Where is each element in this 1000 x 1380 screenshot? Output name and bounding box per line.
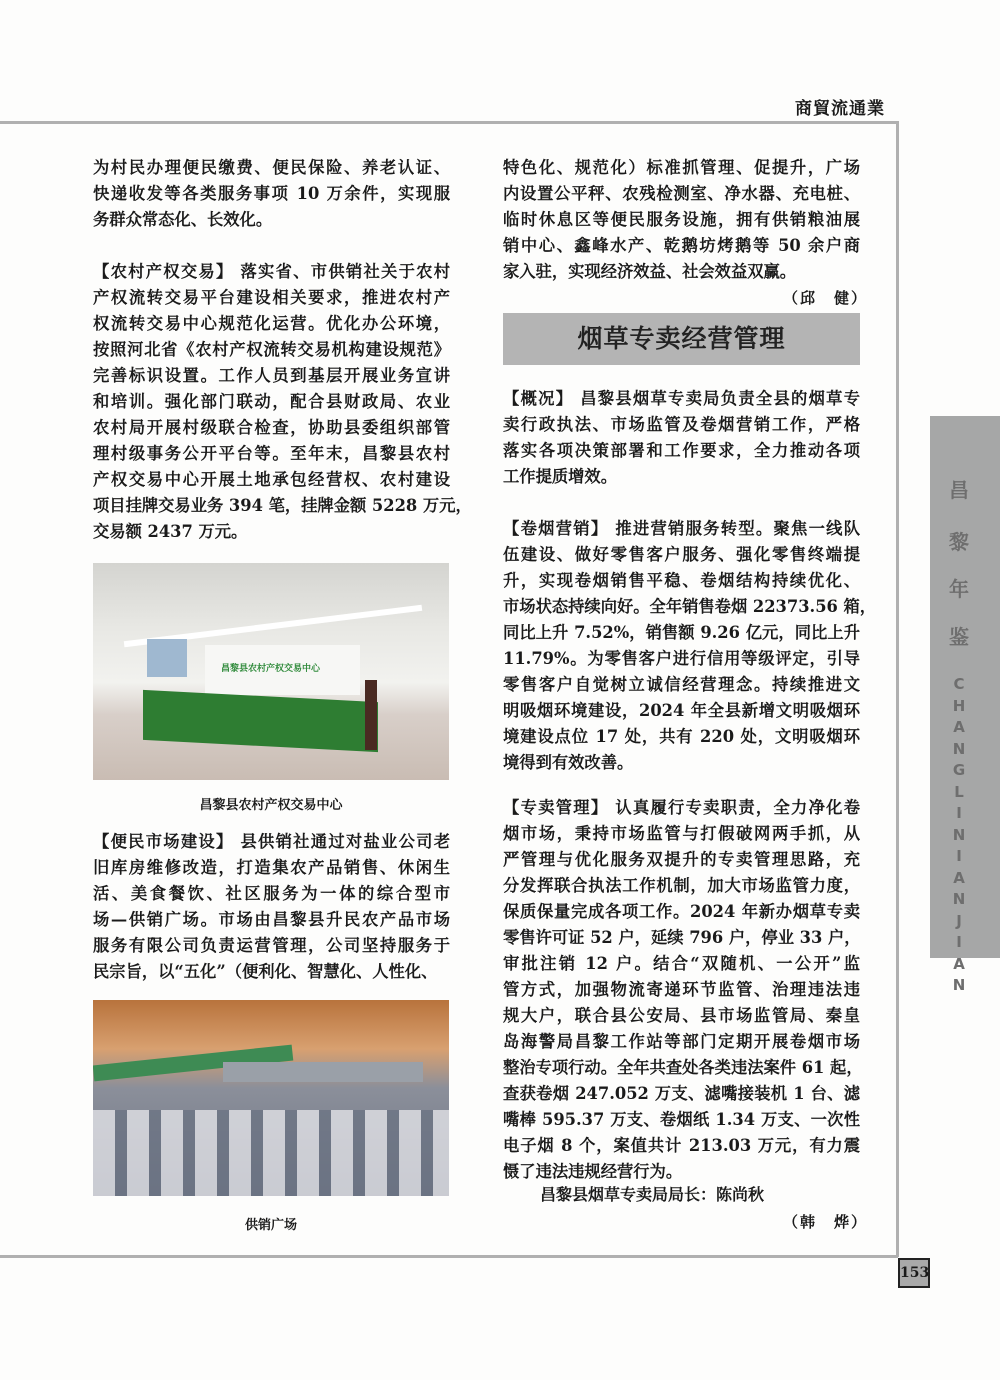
text-line: 销中心、鑫峰水产、乾鹅坊烤鹅等 50 余户商 (503, 236, 860, 255)
side-tab (930, 416, 1000, 994)
side-tab-letter: L (954, 782, 964, 801)
text-line: 为村民办理便民缴费、便民保险、养老认证、 (93, 158, 450, 177)
text-line: 分发挥联合执法工作机制，加大市场监管力度， (503, 876, 860, 895)
side-tab-letter: A (953, 718, 965, 736)
text-line: 理村级事务公开平台等。至年末，昌黎县农村 (93, 444, 450, 463)
side-tab-char: 年 (949, 577, 969, 601)
text-line: 快递收发等各类服务事项 10 万余件，实现服 (93, 184, 450, 203)
text-line: 【专卖管理】 认真履行专卖职责，全力净化卷 (503, 798, 860, 817)
side-tab-letter: C (953, 675, 965, 693)
text-line: 岛海警局昌黎工作站等部门定期开展卷烟市场 (503, 1032, 860, 1051)
left-para-convenience-market (93, 829, 450, 985)
side-tab-letter: A (953, 954, 965, 973)
photo-sign-text: 昌黎县农村产权交易中心 (221, 664, 321, 674)
running-header: 商貿流通業 (795, 99, 885, 119)
side-tab-letter: I (956, 847, 962, 865)
text-line: 落实各项决策部署和工作要求，全力推动各项 (503, 441, 860, 460)
text-line: 和培训。强化部门联动，配合县财政局、农业 (93, 392, 450, 411)
text-line: 严管理与优化服务双提升的专卖管理思路，充 (503, 850, 860, 869)
text-line: 境得到有效改善。 (503, 753, 634, 772)
right-para-1 (503, 155, 860, 285)
text-line: 项目挂牌交易业务 394 笔，挂牌金额 5228 万元， (93, 496, 472, 515)
text-line: 活、美食餐饮、社区服务为一体的综合型市 (93, 884, 450, 903)
side-tab-letter: A (953, 868, 965, 887)
right-para-overview (503, 386, 860, 490)
text-line: 零售客户自觉树立诚信经营理念。持续推进文 (503, 675, 860, 694)
text-line: 产权流转交易平台建设相关要求，推进农村产 (93, 288, 450, 307)
text-line: 权流转交易中心规范化运营。优化办公环境， (93, 314, 450, 333)
text-line: 民宗旨，以“五化”（便利化、智慧化、人性化、 (93, 962, 438, 981)
text-line: 特色化、规范化）标准抓管理、促提升，广场 (503, 158, 860, 177)
text-line: 保质保量完成各项工作。2024 年新办烟草专卖 (503, 902, 860, 921)
left-para-1 (93, 155, 450, 233)
text-line: 整治专项行动。全年共查处各类违法案件 61 起， (503, 1058, 863, 1077)
photo-caption: 昌黎县农村产权交易中心 (199, 798, 343, 813)
frame-top-rule (0, 121, 898, 124)
photo-caption: 供销广场 (244, 1218, 297, 1233)
text-line: 烟市场，秉持市场监管与打假破网两手抓，从 (503, 824, 860, 843)
text-line: 农村局开展村级联合检查，协助县委组织部管 (93, 418, 450, 437)
text-line: 管方式，加强物流寄递环节监管、治理违法违 (503, 980, 860, 999)
author-credit: （韩 烨） (783, 1213, 869, 1231)
text-line: 务群众常态化、长效化。 (93, 210, 273, 229)
text-line: 【便民市场建设】 县供销社通过对盐业公司老 (93, 832, 450, 851)
side-tab-letter: G (952, 761, 966, 779)
side-tab-letter: N (952, 976, 966, 994)
author-credit: （邱 健） (783, 289, 869, 307)
left-para-rural-property (93, 259, 472, 545)
text-line: 11.79%。为零售客户进行信用等级评定，引导 (503, 649, 860, 668)
text-line: 服务有限公司负责运营管理，公司坚持服务于 (93, 936, 450, 955)
text-line: 审批注销 12 户。结合“双随机、一公开”监 (503, 954, 860, 973)
photo-supply-plaza (93, 1000, 449, 1196)
side-tab-english (930, 674, 988, 997)
side-tab-letter: I (956, 933, 962, 951)
text-line: 境建设点位 17 处，共有 220 处，文明吸烟环 (503, 727, 860, 746)
right-para-monopoly (503, 795, 863, 1185)
text-line: 【农村产权交易】 落实省、市供销社关于农村 (93, 262, 450, 281)
text-line: 完善标识设置。工作人员到基层开展业务宣讲 (93, 366, 450, 385)
text-line: 伍建设、做好零售客户服务、强化零售终端提 (503, 545, 860, 564)
signature-line: 昌黎县烟草专卖局局长：陈尚秋 (540, 1185, 765, 1204)
section-title: 烟草专卖经营管理 (503, 313, 860, 365)
text-line: 【概况】 昌黎县烟草专卖局负责全县的烟草专 (503, 389, 860, 408)
text-line: 按照河北省《农村产权流转交易机构建设规范》 (93, 340, 450, 359)
text-line: 内设置公平秤、农残检测室、净水器、充电桩、 (503, 184, 860, 203)
text-line: 卖行政执法、市场监管及卷烟营销工作，严格 (503, 415, 860, 434)
text-line: 【卷烟营销】 推进营销服务转型。聚焦一线队 (503, 519, 860, 538)
frame-right-rule (896, 121, 899, 1257)
text-line: 电子烟 8 个，案值共计 213.03 万元，有力震 (503, 1136, 860, 1155)
side-tab-letter: J (956, 911, 962, 930)
text-line: 查获卷烟 247.052 万支、滤嘴接装机 1 台、滤 (503, 1084, 860, 1103)
page-number: 153 (898, 1258, 930, 1288)
text-line: 家入驻，实现经济效益、社会效益双赢。 (503, 262, 797, 281)
text-line: 交易额 2437 万元。 (93, 522, 248, 541)
frame-bottom-rule (0, 1255, 898, 1258)
text-line: 工作提质增效。 (503, 467, 617, 486)
side-tab-char: 黎 (949, 530, 969, 554)
text-line: 零售许可证 52 户，延续 796 户，停业 33 户， (503, 928, 861, 947)
right-para-marketing (503, 516, 877, 776)
text-line: 规大户，联合县公安局、县市场监管局、秦皇 (503, 1006, 860, 1025)
text-line: 明吸烟环境建设，2024 年全县新增文明吸烟环 (503, 701, 860, 720)
side-tab-letter: I (956, 804, 962, 822)
side-tab-letter: N (952, 825, 966, 844)
side-tab-letter: N (952, 739, 966, 758)
text-line: 临时休息区等便民服务设施，拥有供销粮油展 (503, 210, 860, 229)
text-line: 同比上升 7.52%，销售额 9.26 亿元，同比上升 (503, 623, 860, 642)
text-line: 市场状态持续向好。全年销售卷烟 22373.56 箱， (503, 597, 877, 616)
side-tab-char: 鉴 (949, 625, 969, 649)
text-line: 场—供销广场。市场由昌黎县升民农产品市场 (93, 910, 450, 929)
side-tab-letter: N (952, 890, 966, 908)
text-line: 产权交易中心开展土地承包经营权、农村建设 (93, 470, 450, 489)
text-line: 旧库房维修改造，打造集农产品销售、休闲生 (93, 858, 450, 877)
text-line: 升，实现卷烟销售平稳、卷烟结构持续优化、 (503, 571, 860, 590)
text-line: 慑了违法违规经营行为。 (503, 1162, 683, 1181)
side-tab-letter: H (952, 696, 966, 715)
text-line: 嘴棒 595.37 万支、卷烟纸 1.34 万支、一次性 (503, 1110, 860, 1129)
photo-rural-property-center (93, 563, 449, 780)
side-tab-char: 昌 (949, 478, 969, 502)
